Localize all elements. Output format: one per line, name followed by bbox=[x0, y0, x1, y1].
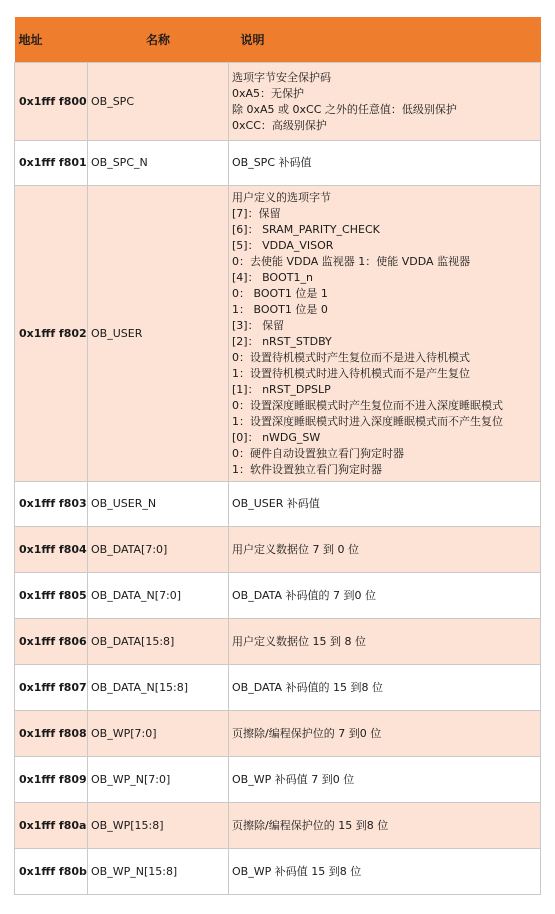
table-row bbox=[15, 711, 541, 757]
cell-address: 0x1fff f809 bbox=[15, 757, 88, 803]
description-line: 页擦除/编程保护位的 7 到0 位 bbox=[232, 726, 382, 740]
cell-address: 0x1fff f80a bbox=[15, 803, 88, 849]
description-line: OB_DATA 补码值的 15 到8 位 bbox=[232, 680, 384, 694]
description-line: 选项字节安全保护码 bbox=[232, 70, 331, 84]
cell-name: OB_SPC_N bbox=[88, 141, 229, 186]
table-body bbox=[15, 63, 541, 895]
description-line: 0：设置待机模式时产生复位而不是进入待机模式 bbox=[232, 350, 470, 364]
cell-description bbox=[229, 141, 541, 186]
table-row bbox=[15, 619, 541, 665]
cell-name: OB_SPC bbox=[88, 63, 229, 141]
cell-name: OB_DATA_N[7:0] bbox=[88, 573, 229, 619]
table-row bbox=[15, 849, 541, 895]
description-line: [1]： nRST_DPSLP bbox=[232, 382, 331, 396]
description-line: [3]： 保留 bbox=[232, 318, 285, 332]
description-line: OB_WP 补码值 7 到0 位 bbox=[232, 772, 355, 786]
table-row bbox=[15, 665, 541, 711]
cell-address: 0x1fff f80b bbox=[15, 849, 88, 895]
description-line: OB_WP 补码值 15 到8 位 bbox=[232, 864, 362, 878]
table-header bbox=[15, 17, 541, 63]
cell-name: OB_WP[7:0] bbox=[88, 711, 229, 757]
cell-address: 0x1fff f803 bbox=[15, 482, 88, 527]
cell-name: OB_WP_N[15:8] bbox=[88, 849, 229, 895]
cell-address: 0x1fff f808 bbox=[15, 711, 88, 757]
table-row bbox=[15, 482, 541, 527]
description-line: [0]： nWDG_SW bbox=[232, 430, 321, 444]
header-description: 说明 bbox=[229, 17, 541, 63]
description-line: 0xCC：高级别保护 bbox=[232, 118, 327, 132]
table-row bbox=[15, 803, 541, 849]
table-row bbox=[15, 186, 541, 482]
cell-description bbox=[229, 573, 541, 619]
cell-name: OB_DATA_N[15:8] bbox=[88, 665, 229, 711]
description-line: 0：设置深度睡眠模式时产生复位而不进入深度睡眠模式 bbox=[232, 398, 503, 412]
cell-description bbox=[229, 849, 541, 895]
description-line: [7]：保留 bbox=[232, 206, 281, 220]
cell-description bbox=[229, 757, 541, 803]
cell-address: 0x1fff f802 bbox=[15, 186, 88, 482]
description-line: 1：设置深度睡眠模式时进入深度睡眠模式而不产生复位 bbox=[232, 414, 503, 428]
header-row bbox=[15, 17, 541, 63]
description-line: [4]： BOOT1_n bbox=[232, 270, 313, 284]
description-line: [5]： VDDA_VISOR bbox=[232, 238, 334, 252]
description-line: 1：设置待机模式时进入待机模式而不是产生复位 bbox=[232, 366, 470, 380]
description-line: OB_SPC 补码值 bbox=[232, 156, 312, 169]
cell-description bbox=[229, 711, 541, 757]
cell-name: OB_DATA[7:0] bbox=[88, 527, 229, 573]
description-line: OB_USER 补码值 bbox=[232, 497, 320, 510]
cell-name: OB_WP_N[7:0] bbox=[88, 757, 229, 803]
description-line: OB_DATA 补码值的 7 到0 位 bbox=[232, 588, 377, 602]
description-line: 用户定义数据位 7 到 0 位 bbox=[232, 542, 359, 556]
cell-description bbox=[229, 482, 541, 527]
description-line: 除 0xA5 或 0xCC 之外的任意值：低级别保护 bbox=[232, 102, 457, 116]
cell-name: OB_DATA[15:8] bbox=[88, 619, 229, 665]
description-line: 1：软件设置独立看门狗定时器 bbox=[232, 462, 382, 476]
cell-address: 0x1fff f805 bbox=[15, 573, 88, 619]
description-line: [2]： nRST_STDBY bbox=[232, 334, 332, 348]
cell-name: OB_WP[15:8] bbox=[88, 803, 229, 849]
table-row bbox=[15, 141, 541, 186]
cell-address: 0x1fff f806 bbox=[15, 619, 88, 665]
table-row bbox=[15, 757, 541, 803]
header-name: 名称 bbox=[88, 17, 229, 63]
description-line: 0：去使能 VDDA 监视器 1：使能 VDDA 监视器 bbox=[232, 254, 471, 268]
cell-address: 0x1fff f804 bbox=[15, 527, 88, 573]
description-line: 1： BOOT1 位是 0 bbox=[232, 302, 328, 316]
description-line: 用户定义数据位 15 到 8 位 bbox=[232, 634, 366, 648]
description-line: 0xA5：无保护 bbox=[232, 86, 305, 100]
cell-name: OB_USER_N bbox=[88, 482, 229, 527]
cell-description bbox=[229, 527, 541, 573]
cell-description bbox=[229, 665, 541, 711]
option-bytes-table bbox=[14, 17, 541, 895]
description-line: 页擦除/编程保护位的 15 到8 位 bbox=[232, 818, 389, 832]
cell-description bbox=[229, 63, 541, 141]
cell-description bbox=[229, 803, 541, 849]
cell-description bbox=[229, 619, 541, 665]
table-row bbox=[15, 573, 541, 619]
cell-description bbox=[229, 186, 541, 482]
description-line: 0：硬件自动设置独立看门狗定时器 bbox=[232, 446, 404, 460]
description-line: 用户定义的选项字节 bbox=[232, 190, 331, 204]
table-row bbox=[15, 527, 541, 573]
cell-address: 0x1fff f801 bbox=[15, 141, 88, 186]
table-row bbox=[15, 63, 541, 141]
cell-address: 0x1fff f800 bbox=[15, 63, 88, 141]
cell-name: OB_USER bbox=[88, 186, 229, 482]
header-address: 地址 bbox=[15, 17, 88, 63]
description-line: [6]： SRAM_PARITY_CHECK bbox=[232, 222, 380, 236]
description-line: 0： BOOT1 位是 1 bbox=[232, 286, 328, 300]
cell-address: 0x1fff f807 bbox=[15, 665, 88, 711]
